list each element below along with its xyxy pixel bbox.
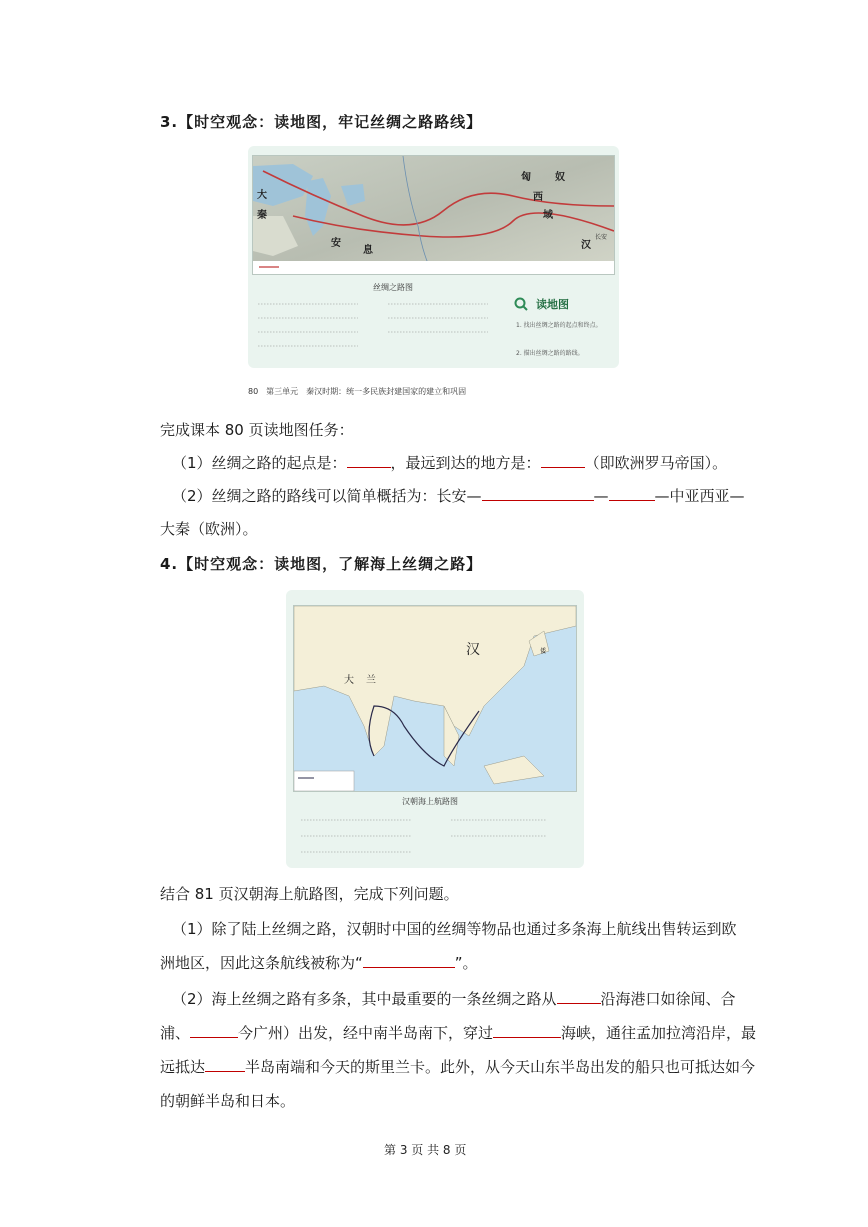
maritime-legend-lines	[301, 814, 566, 859]
maritime-route-map	[293, 605, 577, 792]
maritime-route-map-graphic	[294, 606, 576, 791]
map-label-han-2: 汉	[466, 642, 480, 658]
q1-text-c: （即欧洲罗马帝国）。	[584, 454, 728, 472]
s4-q2-line-1	[172, 989, 736, 1009]
q1-text-a: （1）丝绸之路的起点是：	[172, 454, 347, 472]
s4-q2-blank-2[interactable]	[190, 1023, 238, 1038]
q2-line-1	[172, 486, 745, 506]
map-label-dalan-1: 大	[344, 675, 354, 686]
q1-text-b: ，最远到达的地方是：	[390, 454, 541, 472]
q1-blank-start[interactable]	[347, 453, 391, 468]
section4-intro: 结合 81 页汉朝海上航路图，完成下列问题。	[160, 885, 459, 903]
s4-q2-text-g: 半岛南端和今天的斯里兰卡。此外，从今天山东半岛出发的船只也可抵达如今	[245, 1058, 756, 1076]
s4-q2-blank-3[interactable]	[493, 1023, 561, 1038]
map-label-xiongnu-2: 奴	[555, 172, 565, 183]
map-label-xiyu-2: 域	[543, 210, 553, 221]
silk-road-map-title: 丝绸之路图	[373, 283, 413, 292]
s4-q1-line-2	[160, 953, 478, 973]
s4-q1-text-c: ”。	[454, 954, 478, 972]
s4-q1-text-b: 洲地区，因此这条航线被称为“	[160, 954, 363, 972]
read-map-task-1: 1. 找出丝绸之路的起点和终点。	[516, 322, 602, 329]
s4-q2-line-3	[160, 1057, 755, 1077]
s4-q2-text-e: 海峡，通往孟加拉湾沿岸，最	[561, 1024, 757, 1042]
map-label-xiyu-1: 西	[533, 192, 543, 203]
q2-blank-1[interactable]	[482, 486, 594, 501]
map-label-wo: 倭	[540, 648, 547, 655]
q1-blank-end[interactable]	[541, 453, 585, 468]
s4-q2-text-c: 浦、	[160, 1024, 191, 1042]
silk-road-map	[252, 155, 615, 275]
legend-lines	[258, 298, 498, 358]
map-label-changan: 长安	[595, 234, 608, 241]
map-label-dalan-2: 兰	[366, 675, 376, 686]
map-label-han: 汉	[581, 240, 591, 251]
s4-q2-text-a: （2）海上丝绸之路有多条，其中最重要的一条丝绸之路从	[172, 990, 557, 1008]
s4-q2-blank-4[interactable]	[205, 1057, 245, 1072]
q2-line-2: 大秦（欧洲）。	[160, 520, 258, 538]
s4-q1-blank[interactable]	[363, 953, 455, 968]
s4-q2-line-2	[160, 1023, 756, 1043]
book-page-caption: 80 第三单元 秦汉时期：统一多民族封建国家的建立和巩固	[248, 387, 467, 396]
legend-block	[258, 298, 498, 358]
map-label-xiongnu-1: 匈	[521, 172, 531, 183]
q1-line	[172, 453, 727, 473]
maritime-route-figure	[286, 590, 584, 868]
q2-text-a: （2）丝绸之路的路线可以简单概括为：长安—	[172, 487, 482, 505]
map-label-daqin-2: 秦	[257, 210, 267, 221]
q2-text-c: —中亚西亚—	[654, 487, 745, 505]
s4-q2-text-b: 沿海港口如徐闻、合	[600, 990, 736, 1008]
q2-blank-2[interactable]	[609, 486, 655, 501]
section-3-heading: 3.【时空观念：读地图，牢记丝绸之路路线】	[160, 113, 483, 131]
s4-q2-blank-1[interactable]	[557, 989, 601, 1004]
s4-q2-text-d: 今广州）出发，经中南半岛南下，穿过	[238, 1024, 494, 1042]
map-label-daqin-1: 大	[257, 190, 267, 201]
read-map-task-2: 2. 描出丝绸之路的路线。	[516, 350, 584, 357]
map-label-anxi-2: 息	[363, 245, 373, 256]
s4-q1-line-1: （1）除了陆上丝绸之路，汉朝时中国的丝绸等物品也通过多条海上航线出售转运到欧	[172, 920, 737, 938]
s4-q2-line-4: 的朝鲜半岛和日本。	[160, 1092, 296, 1110]
map-label-anxi-1: 安	[331, 238, 341, 249]
maritime-legend-block	[301, 814, 566, 859]
silk-road-figure	[248, 146, 619, 368]
maritime-route-map-title: 汉朝海上航路图	[402, 797, 458, 806]
q2-text-b: —	[593, 487, 609, 505]
read-map-label: 读地图	[536, 298, 569, 311]
page-footer: 第 3 页 共 8 页	[384, 1143, 467, 1157]
magnifier-icon	[514, 296, 528, 310]
section-4-heading: 4.【时空观念：读地图，了解海上丝绸之路】	[160, 555, 483, 573]
task-intro: 完成课本 80 页读地图任务：	[160, 421, 354, 439]
s4-q2-text-f: 远抵达	[160, 1058, 206, 1076]
